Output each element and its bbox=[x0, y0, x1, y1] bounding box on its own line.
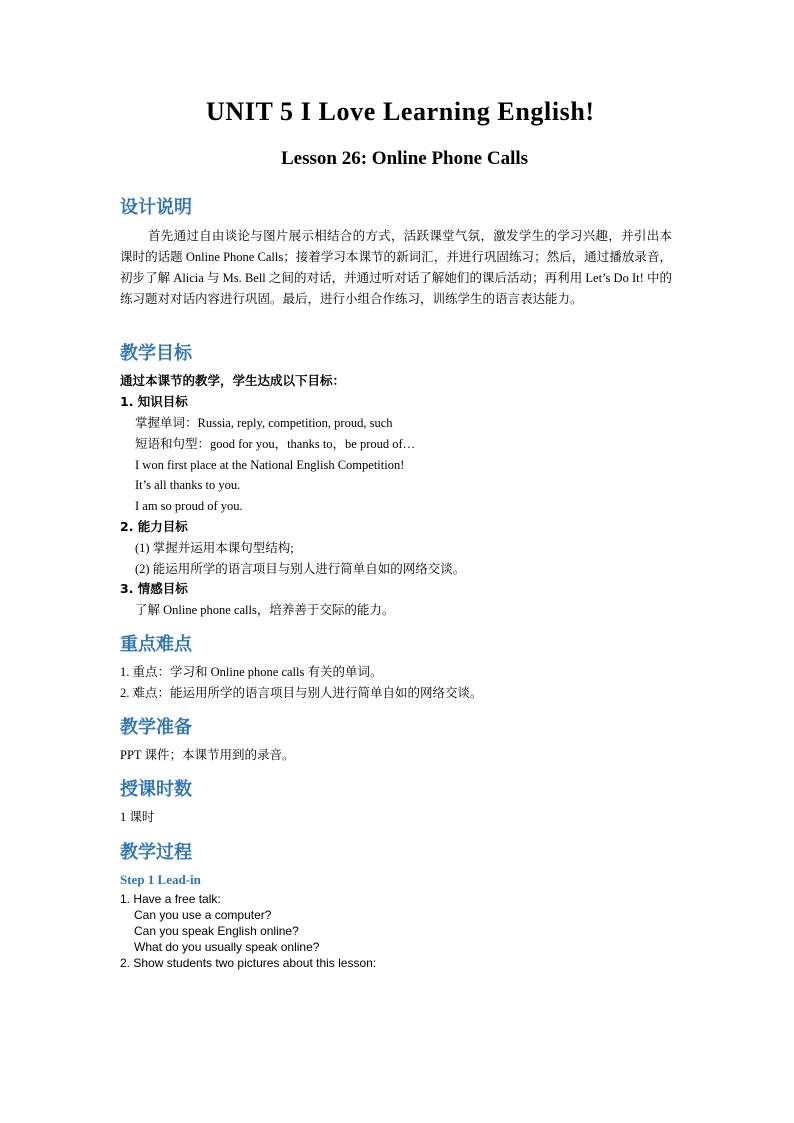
ability-goal-1: (1) 掌握并运用本课句型结构; bbox=[135, 541, 294, 555]
knowledge-phrases: 短语和句型：good for you，thanks to，be proud of… bbox=[135, 437, 416, 451]
knowledge-sentence-1: I won first place at the National English Competition! bbox=[135, 458, 405, 472]
emotion-goals-title: 3. 情感目标 bbox=[120, 581, 188, 596]
keypoint-2: 2. 难点：能运用所学的语言项目与别人进行简单自如的网络交谈。 bbox=[120, 686, 483, 700]
keypoints-heading: 重点难点 bbox=[120, 634, 192, 655]
hours-heading: 授课时数 bbox=[120, 779, 192, 800]
process-line-4: What do you usually speak online? bbox=[134, 940, 320, 954]
goals-heading: 教学目标 bbox=[120, 343, 192, 364]
prep-heading: 教学准备 bbox=[120, 717, 192, 738]
prep-text: PPT 课件；本课节用到的录音。 bbox=[120, 748, 295, 762]
lesson-title: Lesson 26: Online Phone Calls bbox=[281, 148, 529, 169]
knowledge-goals-title: 1. 知识目标 bbox=[120, 394, 188, 409]
design-heading: 设计说明 bbox=[120, 197, 192, 218]
process-line-5: 2. Show students two pictures about this lesson: bbox=[120, 956, 377, 970]
step-1-title: Step 1 Lead-in bbox=[120, 872, 201, 887]
knowledge-sentence-3: I am so proud of you. bbox=[135, 499, 243, 513]
process-line-1: 1. Have a free talk: bbox=[120, 892, 221, 906]
process-line-2: Can you use a computer? bbox=[134, 908, 272, 922]
goals-intro: 通过本课节的教学，学生达成以下目标： bbox=[120, 373, 346, 388]
hours-text: 1 课时 bbox=[120, 810, 155, 824]
ability-goals-title: 2. 能力目标 bbox=[120, 519, 188, 534]
design-paragraph: 首先通过自由谈论与图片展示相结合的方式，活跃课堂气氛，激发学生的学习兴趣，并引出本课时的话题 Online Phone Calls；接着学习本课节的新词汇，并进行巩固练习；然后，通过播放录音，初步了解 Alicia 与 Ms. Bell 之间的对话，并通过听对话了解她们的课后活动；再利用 Let’s Do It! 中的练习题对对话内容进行巩固。最后，进行小组合作练习，训练学生的语言表达能力。 bbox=[120, 229, 672, 306]
keypoint-1: 1. 重点：学习和 Online phone calls 有关的单词。 bbox=[120, 665, 383, 679]
emotion-goal-1: 了解 Online phone calls，培养善于交际的能力。 bbox=[135, 603, 395, 617]
process-heading: 教学过程 bbox=[120, 842, 192, 863]
ability-goal-2: (2) 能运用所学的语言项目与别人进行简单自如的网络交谈。 bbox=[135, 562, 466, 576]
process-line-3: Can you speak English online? bbox=[134, 924, 299, 938]
knowledge-sentence-2: It’s all thanks to you. bbox=[135, 478, 241, 492]
knowledge-words: 掌握单词：Russia, reply, competition, proud, such bbox=[135, 416, 393, 430]
unit-title: UNIT 5 I Love Learning English! bbox=[206, 97, 595, 126]
